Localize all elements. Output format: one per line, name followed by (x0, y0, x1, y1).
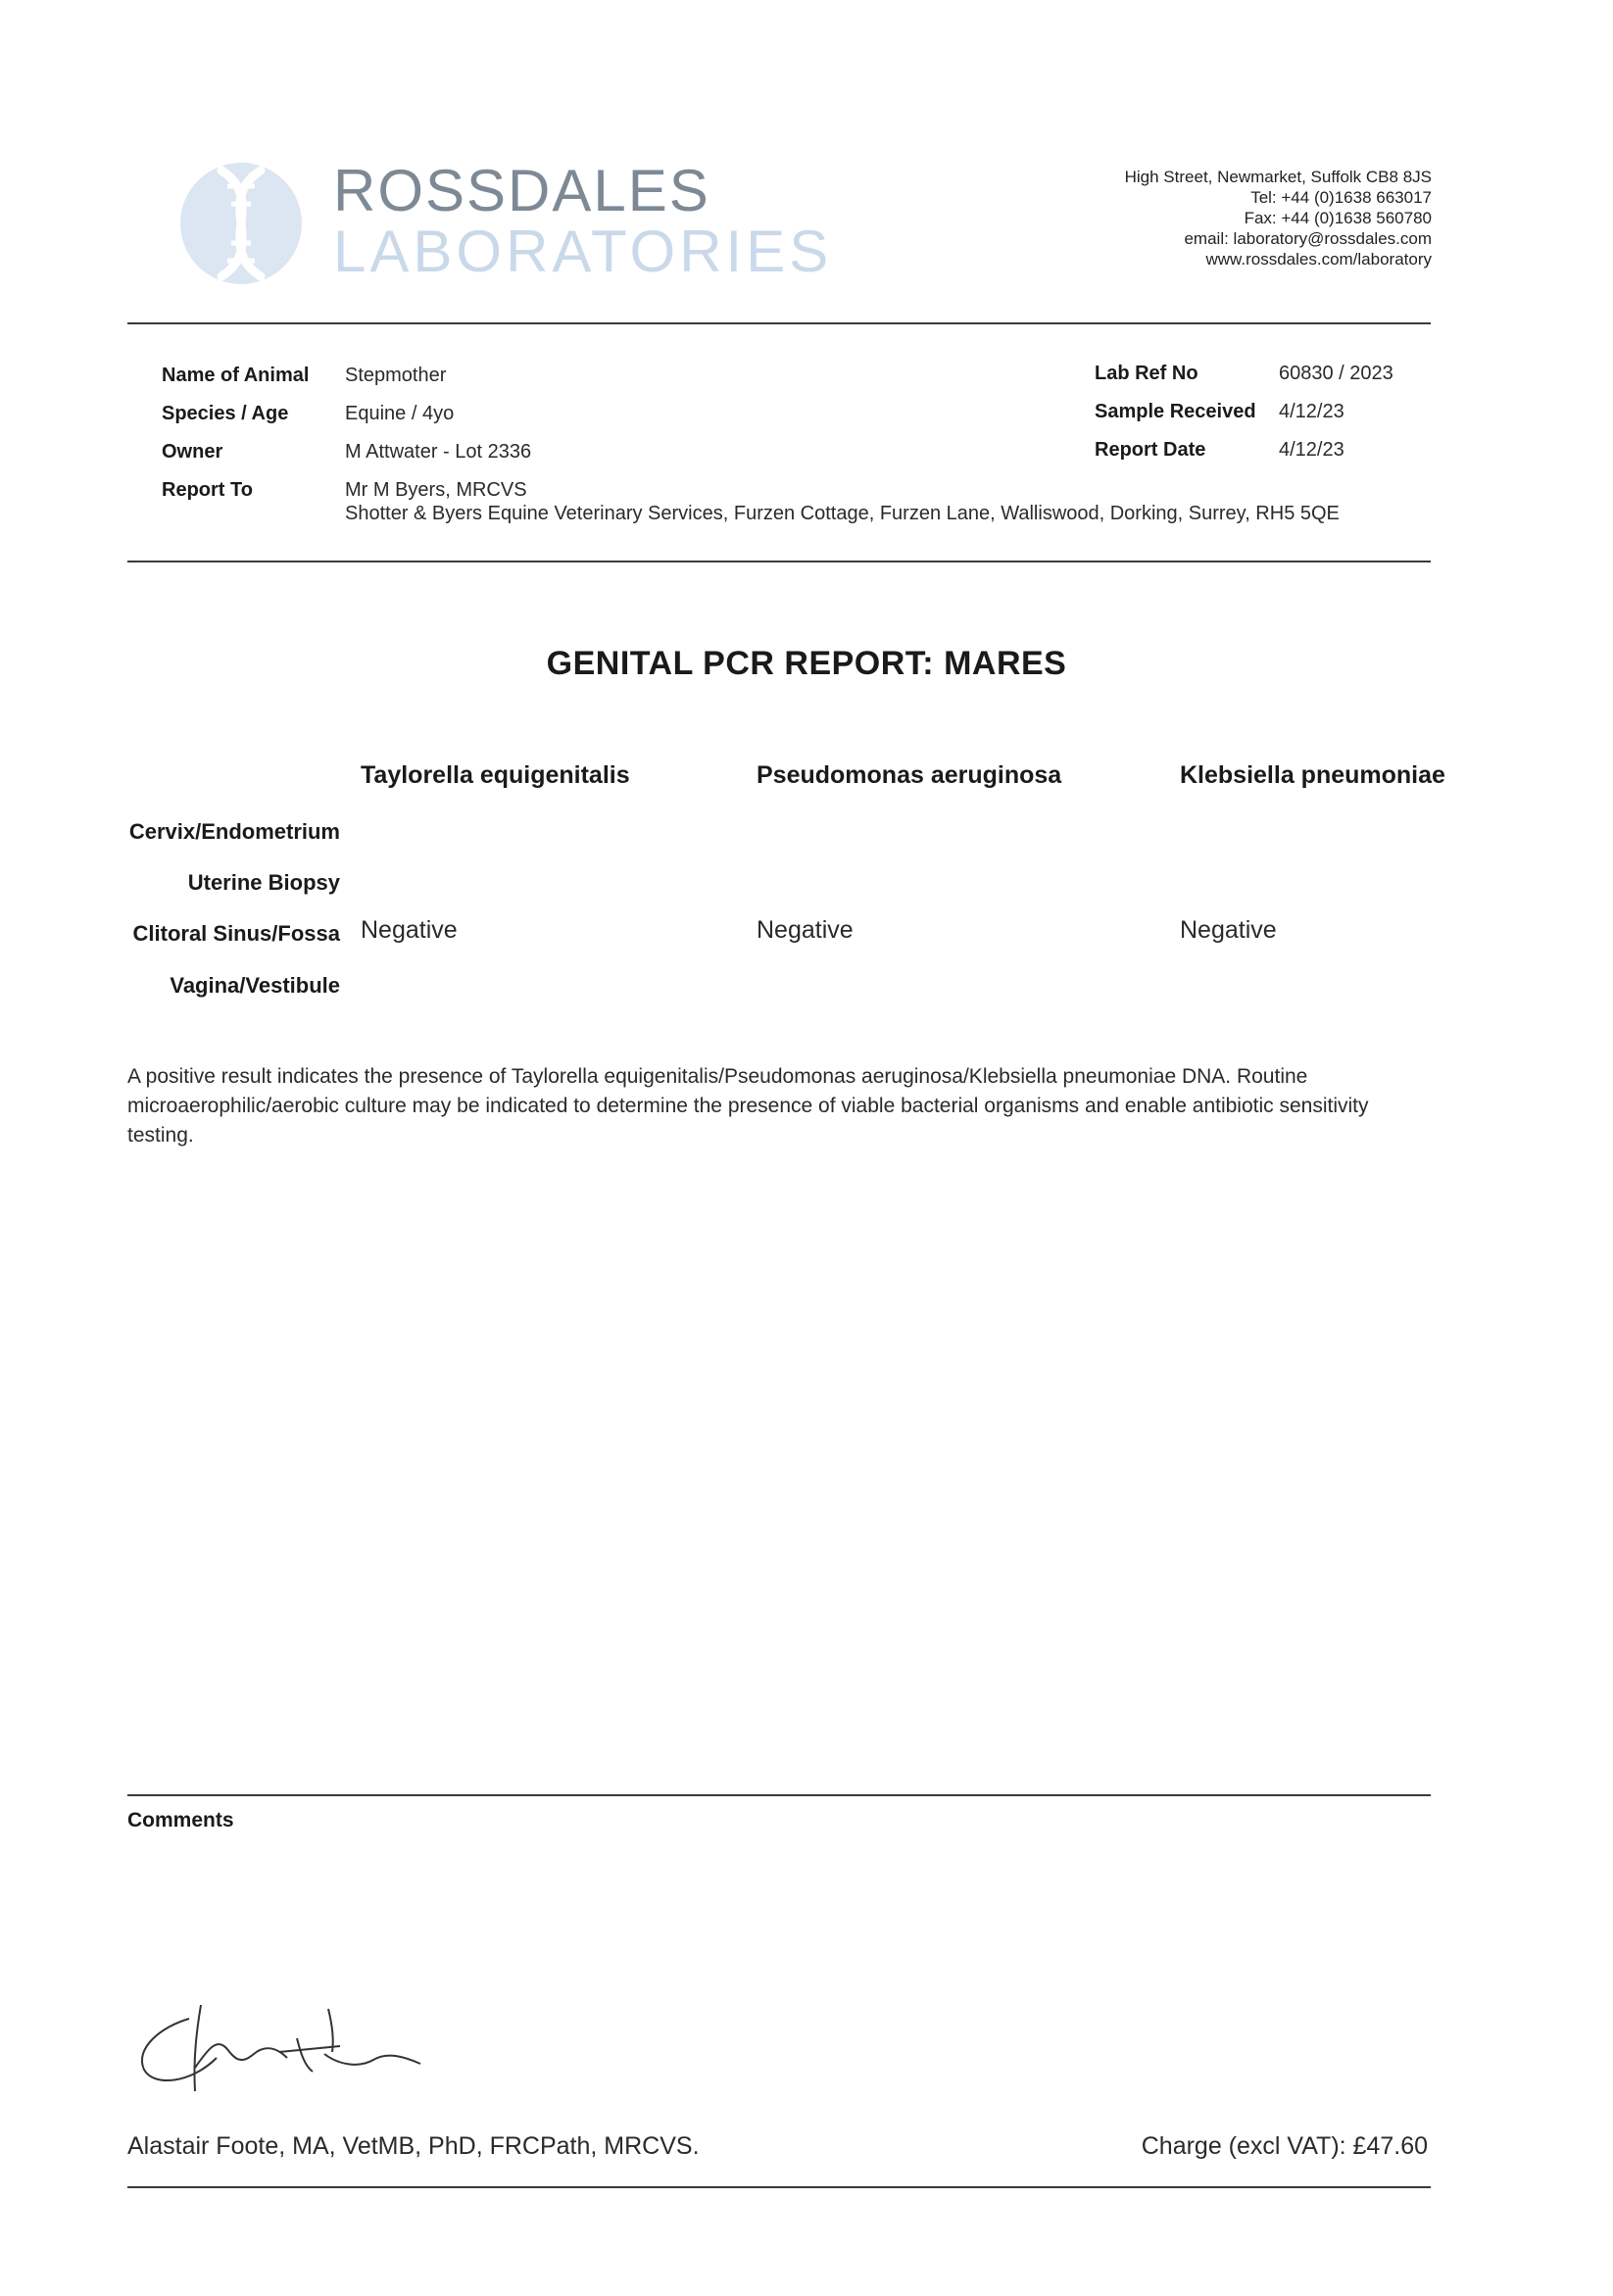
lab-ref-value: 60830 / 2023 (1279, 363, 1393, 384)
address-phone: Tel: +44 (0)1638 663017 (1250, 188, 1432, 207)
report-title: GENITAL PCR REPORT: MARES (546, 645, 1067, 682)
owner-label: Owner (162, 441, 223, 463)
report-to-name: Mr M Byers, MRCVS (345, 479, 527, 501)
address-email: email: laboratory@rossdales.com (1184, 229, 1432, 248)
dna-logo-icon (178, 161, 304, 286)
details-divider (127, 561, 1431, 562)
lab-address (1125, 167, 1432, 269)
address-website: www.rossdales.com/laboratory (1205, 250, 1432, 269)
footer-divider (127, 2186, 1431, 2188)
address-fax: Fax: +44 (0)1638 560780 (1244, 209, 1432, 227)
logo-name: ROSSDALES (333, 158, 710, 223)
name-of-animal-label: Name of Animal (162, 365, 310, 386)
logo-subtitle: LABORATORIES (333, 219, 833, 284)
result-clitoral-pseudomonas: Negative (757, 916, 854, 944)
result-clitoral-klebsiella: Negative (1180, 916, 1277, 944)
report-to-address: Shotter & Byers Equine Veterinary Services, Furzen Cottage, Furzen Lane, Walliswood, Dorking, Surrey, RH5 5QE (345, 503, 1340, 524)
address-line: High Street, Newmarket, Suffolk CB8 8JS (1124, 168, 1432, 186)
site-label-clitoral: Clitoral Sinus/Fossa (132, 921, 340, 946)
species-age-label: Species / Age (162, 403, 289, 424)
result-clitoral-taylorella: Negative (361, 916, 458, 944)
organism-header-pseudomonas: Pseudomonas aeruginosa (757, 761, 1062, 789)
site-label-vagina: Vagina/Vestibule (170, 973, 340, 998)
site-label-uterine-biopsy: Uterine Biopsy (187, 870, 340, 895)
organism-header-klebsiella: Klebsiella pneumoniae (1180, 761, 1445, 789)
site-label-cervix: Cervix/Endometrium (128, 819, 340, 844)
species-age-value: Equine / 4yo (345, 403, 455, 424)
signature-image (132, 1989, 465, 2107)
owner-value: M Attwater - Lot 2336 (345, 441, 532, 463)
signatory-name: Alastair Foote, MA, VetMB, PhD, FRCPath, MRCVS. (127, 2132, 700, 2160)
comments-divider (127, 1794, 1431, 1796)
report-date-label: Report Date (1095, 439, 1206, 461)
comments-label: Comments (127, 1809, 234, 1832)
lab-ref-label: Lab Ref No (1095, 363, 1198, 384)
name-of-animal-value: Stepmother (345, 365, 447, 386)
sample-received-label: Sample Received (1095, 401, 1256, 422)
report-to-label: Report To (162, 479, 253, 501)
result-interpretation-note: A positive result indicates the presence of Taylorella equigenitalis/Pseudomonas aeruginosa/Klebsiella pneumoniae DNA. Routine microaerophilic/aerobic culture may be indicated to determine the presence of viable bacterial organisms and enable antibiotic sensitivity testing. (127, 1065, 1369, 1147)
sample-received-value: 4/12/23 (1279, 401, 1344, 422)
header-divider (127, 322, 1431, 324)
charge-amount: Charge (excl VAT): £47.60 (1141, 2132, 1428, 2160)
report-date-value: 4/12/23 (1279, 439, 1344, 461)
organism-header-taylorella: Taylorella equigenitalis (361, 761, 630, 789)
